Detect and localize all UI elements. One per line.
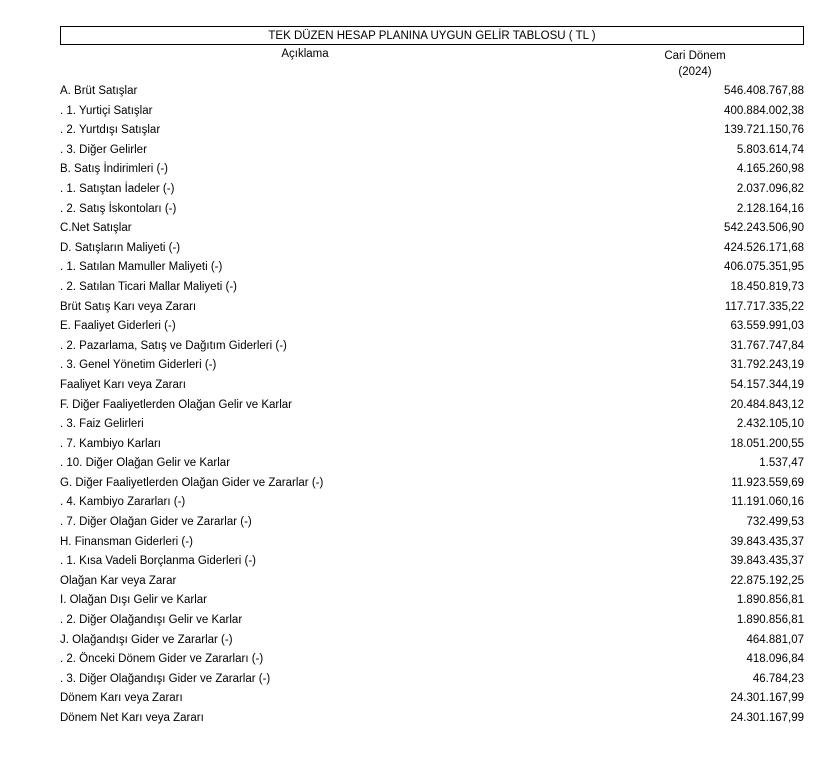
row-value: 1.890.856,81 [736,594,804,607]
row-value: 1.890.856,81 [736,614,804,627]
table-row [60,337,804,357]
table-row [60,513,804,533]
row-label: C.Net Satışlar [60,222,132,235]
row-value: 1.537,47 [759,457,804,470]
period-label: Cari Dönem [664,50,726,62]
row-label: . 10. Diğer Olağan Gelir ve Karlar [60,457,231,470]
row-label: . 3. Genel Yönetim Giderleri (-) [60,359,217,372]
row-value: 22.875.192,25 [730,574,804,587]
row-value: 5.803.614,74 [736,143,804,156]
table-row [60,102,804,122]
income-statement [60,26,804,729]
row-value: 542.243.506,90 [724,222,804,235]
row-value: 46.784,23 [752,672,804,685]
table-row [60,141,804,161]
period-year: (2024) [678,66,712,78]
row-label: A. Brüt Satışlar [60,85,138,97]
row-label: . 2. Yurtdışı Satışlar [60,124,161,137]
row-value: 39.843.435,37 [730,555,804,568]
row-value: 464.881,07 [746,633,804,646]
row-value: 4.165.260,98 [736,163,804,176]
row-value: 424.526.171,68 [724,241,804,254]
row-label: . 1. Kısa Vadeli Borçlanma Giderleri (-) [60,555,256,568]
row-label: D. Satışların Maliyeti (-) [60,241,181,254]
row-label: . 3. Diğer Gelirler [60,143,147,156]
row-label: I. Olağan Dışı Gelir ve Karlar [60,594,207,607]
row-label: G. Diğer Faaliyetlerden Olağan Gider ve Zararlar (-) [60,476,324,489]
row-label: . 4. Kambiyo Zararları (-) [60,496,186,509]
row-value: 18.051.200,55 [730,437,804,450]
row-label: . 1. Yurtiçi Satışlar [60,104,153,117]
row-value: 139.721.150,76 [724,124,804,137]
table-row [60,572,804,592]
row-value: 732.499,53 [746,516,804,529]
table-row [60,689,804,709]
row-value: 24.301.167,99 [730,692,804,705]
table-row [60,278,804,298]
row-value: 20.484.843,12 [730,398,804,411]
table-row [60,631,804,651]
table-row [60,611,804,631]
table-row [60,82,804,102]
period-column-header [635,48,755,80]
table-row [60,376,804,396]
row-label: . 2. Satış İskontoları (-) [60,202,177,215]
table-row [60,200,804,220]
row-value: 11.191.060,16 [731,496,804,509]
row-value: 24.301.167,99 [730,712,804,724]
row-value: 18.450.819,73 [730,280,804,293]
row-label: . 3. Faiz Gelirleri [60,418,144,431]
table-row [60,435,804,455]
row-value: 63.559.991,03 [730,320,804,333]
table-row [60,317,804,337]
row-value: 117.717.335,22 [724,300,804,313]
description-column-header: Açıklama [281,48,329,60]
row-value: 31.792.243,19 [730,359,804,372]
row-label: J. Olağandışı Gider ve Zararlar (-) [60,633,233,646]
statement-rows [60,82,804,729]
row-value: 406.075.351,95 [724,261,804,274]
table-row [60,298,804,318]
row-value: 400.884.002,38 [724,104,804,117]
row-value: 39.843.435,37 [730,535,804,548]
table-row [60,239,804,259]
row-label: . 7. Diğer Olağan Gider ve Zararlar (-) [60,516,252,529]
row-label: . 3. Diğer Olağandışı Gider ve Zararlar (-) [60,672,271,685]
row-label: H. Finansman Giderleri (-) [60,535,193,548]
row-label: B. Satış İndirimleri (-) [60,163,168,176]
row-label: . 1. Satılan Mamuller Maliyeti (-) [60,261,223,274]
table-row [60,650,804,670]
table-row [60,552,804,572]
row-value: 2.037.096,82 [736,182,804,195]
table-row [60,356,804,376]
table-header [60,45,804,82]
row-value: 11.923.559,69 [731,476,804,489]
table-row [60,396,804,416]
row-label: . 2. Pazarlama, Satış ve Dağıtım Giderleri (-) [60,339,287,352]
row-value: 546.408.767,88 [724,85,804,97]
table-row [60,709,804,729]
row-label: . 2. Diğer Olağandışı Gelir ve Karlar [60,614,243,627]
row-value: 54.157.344,19 [730,378,804,391]
row-label: Faaliyet Karı veya Zararı [60,378,186,391]
row-label: Olağan Kar veya Zarar [60,574,177,587]
table-row [60,454,804,474]
row-value: 2.432.105,10 [736,418,804,431]
table-row [60,493,804,513]
row-label: Dönem Karı veya Zararı [60,692,183,705]
row-label: E. Faaliyet Giderleri (-) [60,320,176,333]
row-label: . 1. Satıştan İadeler (-) [60,182,175,195]
row-value: 2.128.164,16 [736,202,804,215]
row-label: . 2. Önceki Dönem Gider ve Zararları (-) [60,653,264,666]
table-row [60,219,804,239]
table-row [60,160,804,180]
row-value: 31.767.747,84 [730,339,804,352]
table-row [60,258,804,278]
table-row [60,670,804,690]
statement-title: TEK DÜZEN HESAP PLANINA UYGUN GELİR TABLOSU ( TL ) [60,26,804,45]
table-row [60,474,804,494]
row-label: Dönem Net Karı veya Zararı [60,712,204,724]
row-label: . 7. Kambiyo Karları [60,437,161,450]
row-label: . 2. Satılan Ticari Mallar Maliyeti (-) [60,280,238,293]
row-label: Brüt Satış Karı veya Zararı [60,300,197,313]
table-row [60,121,804,141]
row-label: F. Diğer Faaliyetlerden Olağan Gelir ve Karlar [60,398,293,411]
table-row [60,591,804,611]
table-row [60,533,804,553]
table-row [60,415,804,435]
table-row [60,180,804,200]
row-value: 418.096,84 [746,653,804,666]
